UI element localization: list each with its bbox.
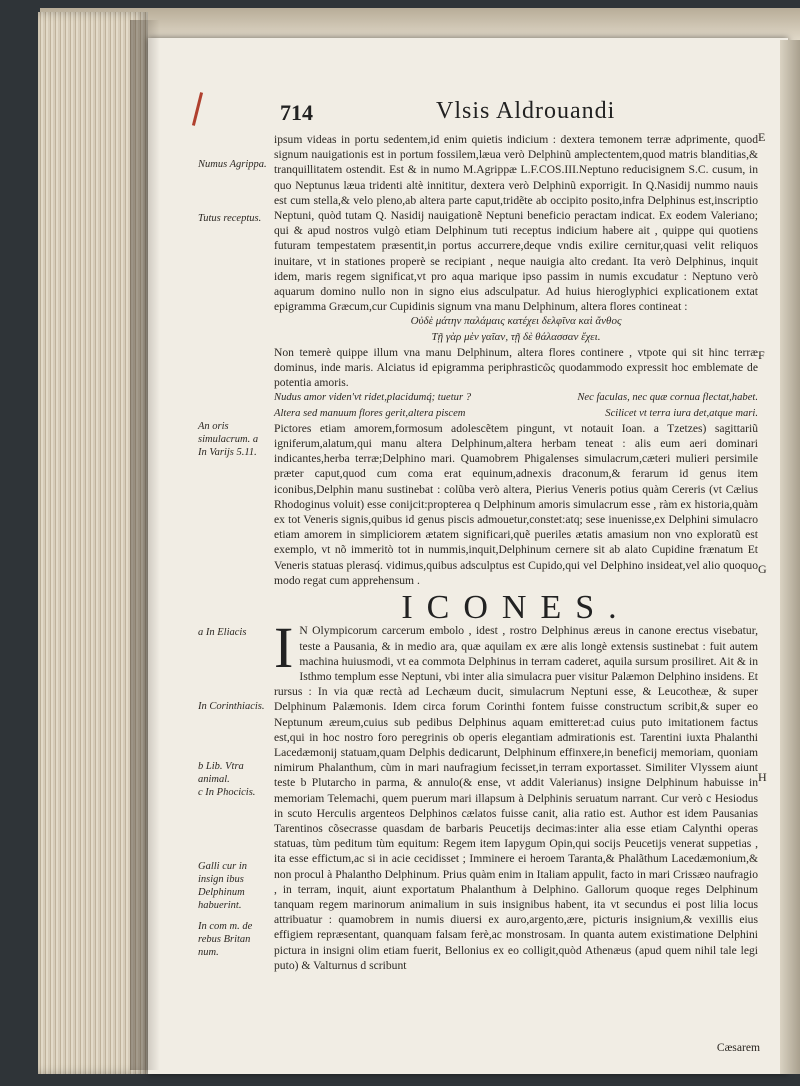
section-letter-f: F bbox=[758, 348, 765, 362]
spine-shadow bbox=[130, 20, 160, 1070]
greek-line-1: Οὐδὲ μάτην παλάμαις κατέχει δελφῖνα καὶ ἄνθος bbox=[410, 315, 622, 328]
paragraph-1: ipsum videas in portu sedentem,id enim quietis indicium : dextera temonem terræ adprimente, quod signum nauigationis est in portum fossilem,læua verò Delphinũ amplectentem,quod matris blanditias,& tranquillitatem ostendit. Est & in numo M.Agrippæ L.F.COS.III.Neptuno reducisignem S.C. cusum, in quo Neptunus læua tridenti altè innititur, dextera verò Delphinũ exporrigit. In Q.Nasidij nummo nauis est cum stella,& velo pleno,ab altera parte caput,tridẽte ab occipito posito,infra Delphinus est,inscriptio Neptuni, quòd tutam Q. Nasidij nauigationẽ Neptuni beneficio peractam indicat. Ex eodem Valeriano; qui & apud nostros vulgò etiam Delphinum tuti receptus indicium habere ait , quippe qui quotiens futuram tempestatem præsentit,in portus accurrere,deque vndis exilire cernitur,quasi velit reliquos inuitare, vt in stationes properè se recipiant , neque nauigia alto credant. Ita verò Delphinus, inquit idem, maris regem significat,vt pro aqua marique ipso passim in numis excudatur : Neptuno verò aquarum domino nullo non in signo eius adsculpatur. Ad huius hieroglyphici explicationem extat epigramma Græcum,cur Cupidinis signum vna manu Delphinum, altera flores contineat : bbox=[274, 133, 758, 314]
running-head: Vlsis Aldrouandi bbox=[436, 98, 616, 124]
catchword: Cæsarem bbox=[716, 1041, 760, 1054]
margin-note-numus-agrippa: Numus Agrippa. bbox=[198, 159, 267, 170]
section-letter-e: E bbox=[758, 130, 766, 144]
section-letter-h: H bbox=[758, 770, 767, 784]
facing-page-edge bbox=[780, 40, 800, 1074]
section-letter-g: G bbox=[758, 562, 767, 576]
verse-2-right: Scilicet vt terra iura det,atque mari. bbox=[605, 407, 758, 419]
page-number: 714 bbox=[280, 100, 313, 125]
page-header bbox=[280, 100, 760, 130]
drop-cap: I bbox=[274, 615, 294, 681]
upper-text-block bbox=[274, 132, 758, 973]
paragraph-4 bbox=[274, 615, 758, 973]
margin-note-amoris-simulacrum: An oris simulacrum. a In Varijs 5.11. bbox=[198, 421, 259, 458]
verse-1-left: Nudus amor viden'vt ridet,placidumq́; tuetur ? bbox=[274, 392, 472, 404]
margin-note-in-corinthiacis: In Corinthiacis. bbox=[198, 701, 265, 712]
verse-line-2 bbox=[274, 406, 758, 421]
verse-2-left: Altera sed manuum flores gerit,altera piscem bbox=[274, 407, 466, 419]
verse-1-right: Nec faculas, nec quæ cornua flectat,habet. bbox=[577, 392, 758, 404]
margin-note-tutus-receptus: Tutus receptus. bbox=[198, 213, 262, 224]
margin-note-in-comm: In com m. de rebus Britan num. bbox=[198, 921, 253, 958]
margin-note-galli: Galli cur in insign ibus Delphinum habuerint. bbox=[198, 861, 247, 911]
greek-line-2: Τῇ γὰρ μὲν γαῖαν, τῇ δὲ θάλασσαν ἔχει. bbox=[431, 330, 601, 343]
margin-note-in-eliacis: a In Eliacis bbox=[198, 627, 247, 638]
section-heading: ICONES. bbox=[401, 589, 631, 627]
margin-note-lib-vtra-animal: b Lib. Vtra animal. bbox=[198, 761, 244, 785]
paragraph-3: Pictores etiam amorem,formosum adolescẽtem pingunt, vt notauit Ioan. a Tzetzes) sagittariũ igniferum,alatum,qui manu altera Delphinum,altera herbam teneat : alis eum aeri dominari indicantes,herba terræ;Delphino mari. Quamobrem Phigalenses simulacrum,cæteri mulieri persimile præter caput,quod cum coma erat equinum,adnexis draconum,& ferarum id genus item iconibus,Delphin manu sustinebat : colũba verò altera, Pierius Veneris potius quàm Cereris (vt Cælius Rhodoginus voluit) esse conijcit:propterea q Delphinum amoris simulacrum esse , ràm ex historia,quàm ex tot Veneris signis,quibus id genus piscis admouetur,constet:atq; sese inuenisse,ex Delphini simulacro etiam amorem in simpliciorem ætatem significari,quẽ pueriles ætatis amasium non vno exploratũ est exemplo, vt nõ immeritò tot in nummis,inquit,Delphinum cernere sit ab alato Cupidine frænatum Et Veneris statuas plerasq́. vidimus,quibus adsculptus est Cupido,qui vel Delphino insideat,vel alio quoquo modo regat cum apprehensum . bbox=[274, 421, 758, 587]
paragraph-2: Non temerè quippe illum vna manu Delphinum, altera flores continere , vtpote qui sit hinc terræ dominus, inde maris. Alciatus id epigramma periphrasticῶς quodammodo expressit hoc emblemate de potentia amoris. bbox=[274, 345, 758, 390]
margin-note-in-phocicis: c In Phocicis. bbox=[198, 787, 256, 798]
paragraph-4-text: N Olympicorum carcerum embolo , idest , rostro Delphinus æreus in canone erectus visebatur, teste a Pausania, & in medio ara, quæ aquilam ex ære alis longè extensis sustinebat : fuit autem machina huiusmodi, vt ea commota Delphinus in terram caderet, aquila sursum prosiliret. Ait & in Isthmo templum esse Neptuni, vbi inter alia simulacra puer visitur Palæmon Delphino insidens. Et rursus : In via quæ rectà ad Lechæum ducit, simulacrum Neptuni esse, & Leucotheæ, & super Delphinum Palæmonis. Idem circa forum Corinthi fontem fuisse constructum scribit,& super eo Neptunum æreum,cuius sub pedibus Delphinus aquam emitteret:ad cuius puto imitationem factus est,qui in hoc nostro foro peregrinis ob operis elegantiam admirationis est. Tarentini iuxta Phalanthi Lacedæmonij statuam,quam Delphis dedicarunt, Delphinum effinxere,in beneficij memoriam, quoniam nimirum Phalanthum, cùm in mari naufragium fecisset,in terram exportasset. Similiter Vlyssem aiunt teste b Plutarcho in parma, & annulo(& ense, vt addit Valerianus) insigne Delphinum habuisse in memoriam Telemachi, quem puerum mari illapsum à Delphinis seruatum narrant. Cur verò c Hesiodus in scuto Herculis argenteos Delphinos cælatos fuisse canit, alia ratio est. Author est idem Pausanias Tarentinos cõsecrasse quasdam de barbaris Peucetijs decimas:inter alia esse etiam Calynthi operas statuas, tùm peditum tùm equitum: Regem item Iapygum Opin,qui socijs Peucetijs venerat suppetias , ita esse effictum,ac si in acie cecidisset ; Imminere ei heroem Taranta,& Phalãthum Lacedæmonium,& non procul à Phalantho Delphinum. Prius quàm enim in Italiam appulit, facto in mari Crissæo naufragio , in terram, inquit, aiunt exportatum Phalanthum à Delphino. Gallorum quoque reges Delphinum tanquam regem marinorum animalium in suis insignibus habent, ita vt secundus ei post lilia locus attribuatur : quamobrem in numis diuersi ex auro,argento,ære, picturis insignium,& vexillis eius effigiem repræsentant, quanquam falsam ferè,ac monstrosam. In quanta autem existimatione Delphini pictura in insigni olim etiam fuerit, Bellonius ex eo colligit,quòd Athenæus (apud quem nihil tale legi puto) & Valturnus d scribunt bbox=[274, 624, 758, 972]
verse-line-1 bbox=[274, 390, 758, 405]
